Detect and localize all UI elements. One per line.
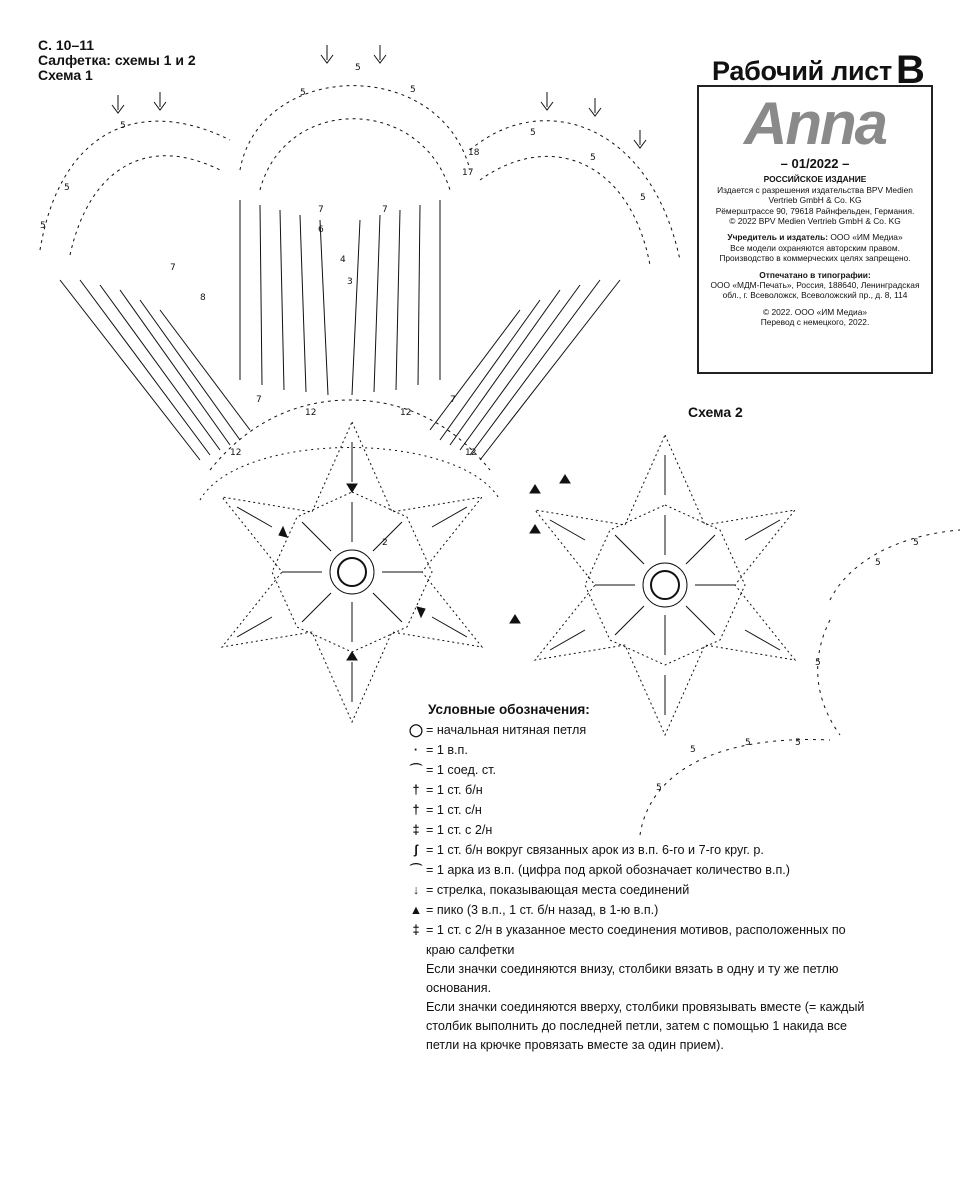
num-5g: 5 bbox=[530, 128, 536, 138]
num-12d: 12 bbox=[465, 448, 477, 458]
num-6: 6 bbox=[318, 225, 324, 235]
num-7c: 7 bbox=[382, 205, 388, 215]
num-18: 18 bbox=[468, 148, 480, 158]
num-5f: 5 bbox=[410, 85, 416, 95]
legend-item-text: = 1 арка из в.п. (цифра под аркой обозначает количество в.п.) bbox=[426, 863, 790, 877]
motif-1 bbox=[222, 422, 482, 722]
legend-item bbox=[406, 800, 876, 820]
border-arch-upper bbox=[830, 530, 960, 600]
sc-icon: † bbox=[412, 783, 420, 797]
fan-arch-right-inner bbox=[480, 156, 650, 265]
legend-item bbox=[406, 720, 876, 740]
anna-logo: Anna bbox=[744, 90, 886, 157]
legend-note-1: Если значки соединяются внизу, столбики вязать в одну и ту же петлю основания. bbox=[426, 962, 839, 995]
worksheet-letter: B bbox=[895, 48, 925, 92]
issue-number: – 01/2022 – bbox=[780, 156, 850, 171]
chain-icon: · bbox=[413, 743, 419, 757]
num-2: 2 bbox=[382, 538, 388, 548]
num-7: 7 bbox=[170, 263, 176, 273]
worksheet-label: Рабочий лист bbox=[712, 56, 892, 86]
legend-item bbox=[406, 860, 876, 880]
num-7d: 7 bbox=[256, 395, 262, 405]
slip-stitch-icon: ⌒ bbox=[409, 763, 423, 777]
num-5h: 5 bbox=[590, 153, 596, 163]
tr-icon: ‡ bbox=[412, 823, 420, 837]
copyright-text: © 2022 BPV Medien Vertrieb GmbH & Co. KG bbox=[729, 216, 901, 227]
num-4: 4 bbox=[340, 255, 346, 265]
motif-2 bbox=[510, 435, 795, 735]
arch-icon: ⌒ bbox=[409, 863, 423, 877]
fan-arch-right bbox=[470, 121, 680, 260]
num-5b: 5 bbox=[64, 183, 70, 193]
num-7b: 7 bbox=[318, 205, 324, 215]
license-text: Издается с разрешения издательства BPV Medien Vertrieb GmbH & Co. KG bbox=[717, 184, 913, 206]
legend bbox=[406, 700, 876, 1055]
legend-item-text: = 1 ст. с 2/н bbox=[426, 823, 493, 837]
legend-item-text: = 1 ст. б/н вокруг связанных арок из в.п. 6-го и 7-го круг. р. bbox=[426, 843, 764, 857]
num-17: 17 bbox=[462, 168, 474, 178]
fan-arch-center bbox=[240, 86, 470, 170]
napkin-title: Салфетка: схемы 1 и 2 bbox=[38, 52, 196, 68]
legend-item-text: = стрелка, показывающая места соединений bbox=[426, 883, 690, 897]
num-12c: 12 bbox=[400, 408, 412, 418]
num-5p: 5 bbox=[815, 658, 821, 668]
legend-item bbox=[406, 760, 876, 780]
translation-text: Перевод с немецкого, 2022. bbox=[760, 317, 870, 328]
legend-item-text: = начальная нитяная петля bbox=[426, 723, 587, 737]
num-5m: 5 bbox=[745, 738, 751, 748]
num-3: 3 bbox=[347, 277, 353, 287]
fan-arch-left-inner bbox=[70, 156, 220, 255]
legend-item-text: = пико (3 в.п., 1 ст. б/н назад, в 1-ю в.п.) bbox=[426, 903, 659, 917]
bottom-arch bbox=[210, 400, 490, 470]
num-5i: 5 bbox=[640, 193, 646, 203]
join-tr-icon: ‡ bbox=[412, 923, 420, 937]
num-5n: 5 bbox=[795, 738, 801, 748]
founder-name: ООО «ИМ Медиа» bbox=[830, 232, 903, 243]
num-8: 8 bbox=[200, 293, 206, 303]
dc-icon: † bbox=[412, 803, 420, 817]
legend-item bbox=[406, 820, 876, 840]
legend-item bbox=[406, 920, 876, 960]
founder-label: Учредитель и издатель: bbox=[727, 232, 829, 243]
arrow-icon: ↓ bbox=[412, 883, 420, 897]
legend-item bbox=[406, 900, 876, 920]
legend-item-text: = 1 ст. б/н bbox=[426, 783, 483, 797]
picot-icon: ▲ bbox=[409, 903, 423, 917]
legend-title: Условные обозначения: bbox=[428, 702, 590, 717]
num-5: 5 bbox=[120, 121, 126, 131]
legend-item-text: = 1 соед. ст. bbox=[426, 763, 497, 777]
legend-item bbox=[406, 880, 876, 900]
printed-label: Отпечатано в типографии: bbox=[759, 269, 871, 280]
schema1-label: Схема 1 bbox=[38, 67, 93, 83]
address-text: Рёмерштрассе 90, 79618 Райнфельден, Германия. bbox=[715, 205, 915, 216]
num-5k: 5 bbox=[913, 538, 919, 548]
edition-label: РОССИЙСКОЕ ИЗДАНИЕ bbox=[763, 174, 867, 185]
around-arch-icon: ʃ bbox=[413, 843, 419, 857]
num-5l: 5 bbox=[690, 745, 696, 755]
schema2-label: Схема 2 bbox=[688, 404, 743, 420]
num-12b: 12 bbox=[305, 408, 317, 418]
page-numbers: С. 10–11 bbox=[38, 37, 95, 53]
legend-item-text: = 1 ст. с/н bbox=[426, 803, 482, 817]
rights-text: Все модели охраняются авторским правом. Производство в коммерческих целях запрещено. bbox=[719, 242, 911, 264]
legend-item bbox=[406, 840, 876, 860]
legend-item-text: = 1 ст. с 2/н в указанное место соединения мотивов, расположенных по краю салфетки bbox=[426, 923, 846, 957]
printer-text: ООО «МДМ-Печать», Россия, 188640, Ленинградская обл., г. Всеволожск, Всеволожский пр., д. 8, 114 bbox=[710, 280, 920, 301]
fan-arch-center-inner bbox=[260, 119, 450, 190]
num-5c: 5 bbox=[40, 221, 46, 231]
legend-item bbox=[406, 780, 876, 800]
ring-icon: ◯ bbox=[408, 723, 424, 737]
num-7e: 7 bbox=[450, 395, 456, 405]
num-5o: 5 bbox=[656, 783, 662, 793]
num-5j: 5 bbox=[875, 558, 881, 568]
num-12: 12 bbox=[230, 448, 242, 458]
num-5e: 5 bbox=[355, 63, 361, 73]
legend-item bbox=[406, 740, 876, 760]
copyright2-text: © 2022. ООО «ИМ Медиа» bbox=[762, 306, 868, 317]
num-5d: 5 bbox=[300, 88, 306, 98]
legend-item-text: = 1 в.п. bbox=[426, 743, 468, 757]
legend-note-2: Если значки соединяются вверху, столбики провязывать вместе (= каждый столбик выполнить до последней петли, затем с помощью 1 накида все петли на крючке провязать вместе за один прием). bbox=[426, 1000, 865, 1052]
